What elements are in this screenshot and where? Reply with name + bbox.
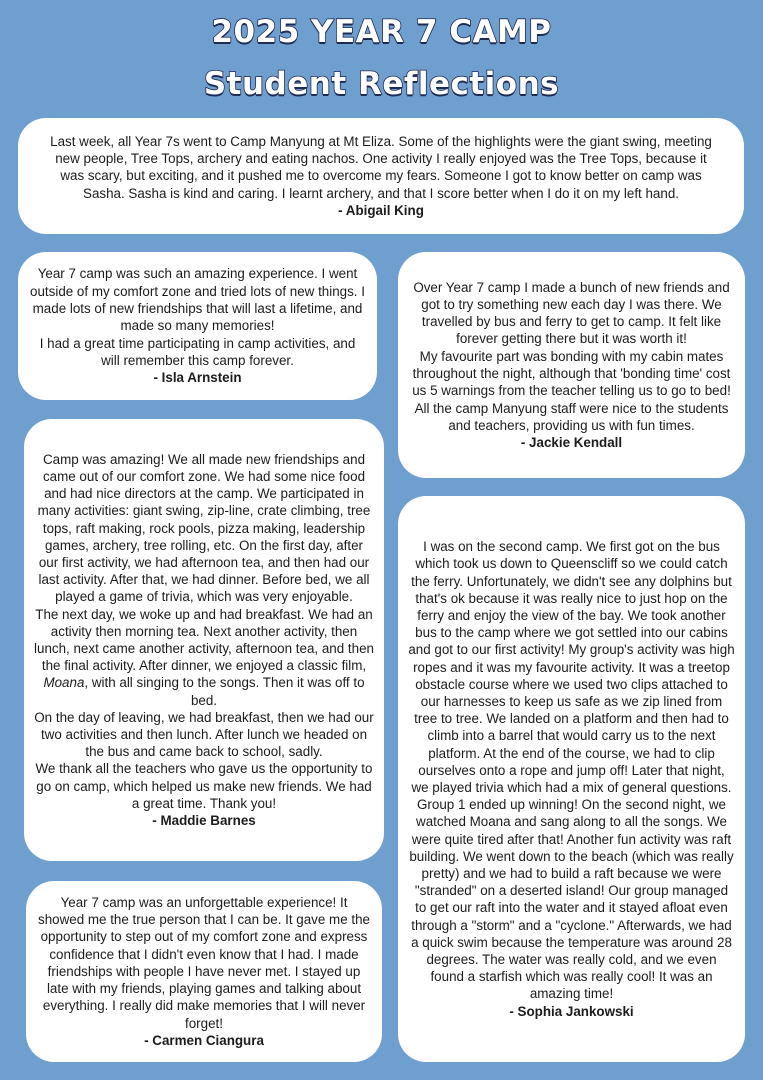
reflection-card-maddie <box>24 419 384 861</box>
reflection-text: My favourite part was bonding with my cabin mates throughout the night, although that 'bonding time' cost us 5 warnings from the teacher telling us to go to bed! All the camp Manyung staff were nice to the students and teachers, providing us with fun times. <box>412 348 731 433</box>
reflection-author: - Isla Arnstein <box>153 370 242 386</box>
reflection-text: I had a great time participating in camp activities, and will remember this camp forever. <box>39 335 356 368</box>
reflection-text: Over Year 7 camp I made a bunch of new friends and got to try something new each day I was there. We travelled by bus and ferry to get to camp. It felt like forever getting there but it was worth it! <box>413 279 730 347</box>
reflection-text <box>34 606 374 709</box>
reflection-text: Year 7 camp was such an amazing experience. I went outside of my comfort zone and tried lots of new things. I made lots of new friendships that will last a lifetime, and made so many memories! <box>30 266 365 334</box>
reflection-text: On the day of leaving, we had breakfast, then we had our two activities and then lunch. After lunch we headed on the bus and came back to school, sadly. <box>34 709 374 760</box>
reflection-author: - Sophia Jankowski <box>509 1003 634 1019</box>
reflection-author: - Maddie Barnes <box>152 813 256 829</box>
reflection-card-isla <box>18 252 377 400</box>
reflection-text: I was on the second camp. We first got on the bus which took us down to Queenscliff so we could catch the ferry. Unfortunately, we didn't see any dolphins but that's ok because it was really nice to just hop on the ferry and enjoy the view of the bay. We took another bus to the camp where we got settled into our cabins and got to our first activity! My group's activity was high ropes and it was my favourite activity. It was a treetop obstacle course where we used two clips attached to our harnesses to keep us safe as we zip lined from tree to tree. We landed on a platform and then had to climb into a barrel that would carry us to the next platform. At the end of the course, we had to clip ourselves onto a rope and jump off! Later that night, we played trivia which had a mix of general questions. Group 1 ended up winning! On the second night, we watched Moana and sang along to all the songs. We were quite tired after that! Another fun activity was raft building. We went down to the beach (which was really pretty) and we had to build a raft because we were "stranded" on a deserted island! Our group managed to get our raft into the water and it stayed afloat even through a "storm" and a "cyclone." Afterwards, we had a quick swim because the temperature was around 28 degrees. The water was really cold, and we even found a starfish which was really cool! It was an amazing time! <box>408 539 735 1002</box>
reflection-text: Camp was amazing! We all made new friendships and came out of our comfort zone. We had some nice food and had nice directors at the camp. We participated in many activities: giant swing, zip-line, crate climbing, tree tops, raft making, rock pools, pizza making, leadership games, archery, tree rolling, etc. On the first day, after our first activity, we had afternoon tea, and then had our last activity. After that, we had dinner. Before bed, we all played a game of trivia, which was very enjoyable. <box>37 451 371 605</box>
reflection-text-part: , with all singing to the songs. Then it was off to bed. <box>84 675 365 708</box>
reflection-text: Last week, all Year 7s went to Camp Manyung at Mt Eliza. Some of the highlights were the giant swing, meeting new people, Tree Tops, archery and eating nachos. One activity I really enjoyed was the Tree Tops, because it was scary, but exciting, and it pushed me to overcome my fears. Someone I got to know better on camp was Sasha. Sasha is kind and caring. I learnt archery, and that I score better when I do it on my left hand. <box>50 133 712 201</box>
film-title: Moana <box>43 675 85 691</box>
reflection-author: - Jackie Kendall <box>520 435 623 451</box>
reflection-card-carmen <box>26 881 382 1062</box>
page-title-line2: Student Reflections <box>203 66 560 102</box>
reflection-author: - Carmen Ciangura <box>144 1033 264 1049</box>
page-title-line1: 2025 YEAR 7 CAMP <box>211 14 552 50</box>
reflection-card-jackie <box>398 252 745 478</box>
reflection-card-sophia <box>398 496 745 1062</box>
reflection-text: Year 7 camp was an unforgettable experience! It showed me the true person that I can be. It gave me the opportunity to step out of my comfort zone and express confidence that I didn't even know that I had. I made friendships with people I have never met. I stayed up late with my friends, playing games and talking about everything. I really did make memories that I will never forget! <box>38 894 370 1031</box>
reflection-author: - Abigail King <box>338 202 424 218</box>
reflection-card-abigail <box>18 118 744 234</box>
reflection-text: We thank all the teachers who gave us the opportunity to go on camp, which helped us make new friends. We had a great time. Thank you! <box>35 761 373 811</box>
reflection-text-part: The next day, we woke up and had breakfast. We had an activity then morning tea. Next another activity, then lunch, next came another activity, afternoon tea, and then the final activity. After dinner, we enjoyed a classic film, <box>34 606 374 674</box>
